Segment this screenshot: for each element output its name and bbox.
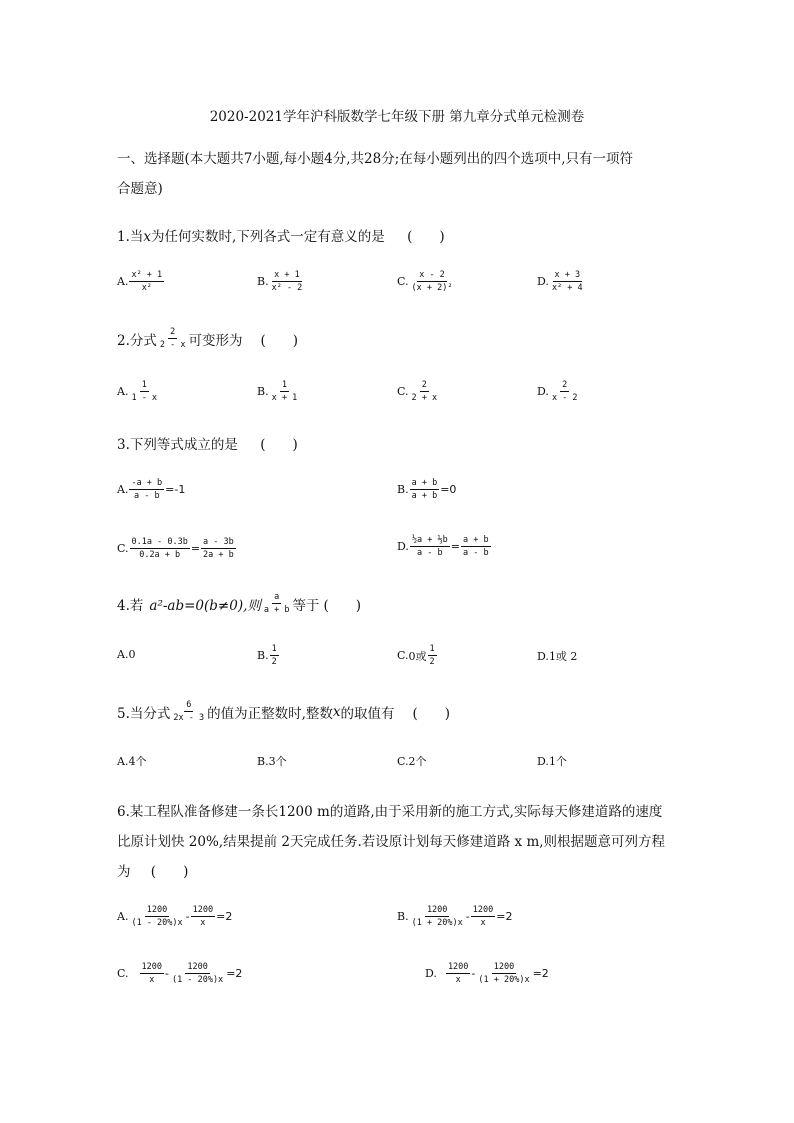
q2-option-d[interactable]: D. $\frac{2}{x - 2}$ — [537, 380, 578, 403]
fraction — [461, 535, 491, 558]
q3-option-d[interactable]: D. $\frac{\text{½a + ⅓b}}{a - b}$ = $\frac{a + b}{a - b}$ — [397, 535, 489, 558]
fraction — [270, 380, 300, 403]
q5-option-c[interactable]: C. 2个 — [397, 754, 427, 768]
q6-option-a[interactable]: A. $\frac{1200}{(1 - 20\%)x}$ - $\frac{1200}{x}$ =2 — [117, 905, 233, 928]
q6-option-c[interactable]: C. $\frac{1200}{x}$ - $\frac{1200}{(1 - 20\%)x}$ =2 — [117, 962, 243, 985]
fraction-numerator: a - 3b — [203, 537, 234, 547]
fraction — [158, 327, 188, 350]
fraction-denominator: (1 - 20%)x — [131, 918, 183, 928]
fraction-numerator: ½a + ⅓b — [411, 535, 448, 545]
fraction-denominator: 2x - 3 — [173, 713, 205, 723]
question-4: 4.若 a²-ab=0(b≠0),则 $\frac{a}{a + b}$ 等于 ( ) — [117, 592, 362, 615]
fraction-numerator: 2 — [170, 327, 176, 337]
question-6-line3: 为 ( ) — [117, 864, 189, 880]
answer-blank: ( ) — [407, 229, 445, 245]
fraction-denominator: (1 - 20%)x — [172, 975, 224, 985]
fraction — [410, 380, 440, 403]
fraction-numerator: a — [274, 592, 280, 602]
fraction-denominator: (x + 2)² — [411, 283, 453, 293]
page-title — [0, 105, 794, 125]
fraction-denominator: x — [200, 918, 206, 928]
q1-option-d[interactable]: D. $\frac{x + 3}{\text{x² + 4}}$ — [537, 270, 583, 293]
fraction-numerator: 1200 — [472, 905, 494, 915]
fraction-denominator: a - b — [462, 548, 489, 558]
question-6-line1: 6.某工程队准备修建一条长1200 m的道路,由于采用新的施工方式,实际每天修建道路的速度 — [117, 804, 663, 820]
fraction-denominator: (1 + 20%)x — [478, 975, 530, 985]
fraction — [171, 700, 206, 723]
fraction-denominator: x — [480, 918, 486, 928]
q1-option-a[interactable]: A. $\frac{\text{x² + 1}}{\text{x²}}$ — [117, 270, 163, 293]
fraction-denominator: x² - 2 — [271, 283, 303, 293]
q4-option-d[interactable]: D. 1或 2 — [537, 649, 578, 663]
fraction-denominator: 2 + x — [411, 393, 438, 403]
fraction-numerator: 1200 — [493, 962, 515, 972]
fraction — [476, 962, 531, 985]
fraction — [410, 905, 465, 928]
fraction-numerator: 0.1a - 0.3b — [131, 537, 188, 547]
fraction-numerator: x + 1 — [274, 270, 300, 280]
fraction-numerator: 6 — [186, 700, 192, 710]
fraction-denominator: 0.2a + b — [139, 550, 181, 560]
fraction — [270, 644, 279, 667]
fraction — [550, 270, 585, 293]
fraction-denominator: x - 2 — [551, 393, 578, 403]
fraction — [471, 905, 495, 928]
condition-expression: a²-ab=0(b≠0),则 — [149, 597, 261, 614]
q4-option-c[interactable]: C. 0或 $\frac{1}{2}$ — [397, 644, 435, 667]
q5-option-d[interactable]: D. 1个 — [537, 754, 567, 768]
fraction-numerator: 1 — [141, 380, 147, 390]
fraction-denominator: 2 - x — [159, 340, 186, 350]
answer-blank: ( ) — [412, 705, 451, 722]
fraction-numerator: 2 — [562, 380, 568, 390]
title-text: 2020-2021学年沪科版数学七年级下册 第九章分式单元检测卷 — [209, 109, 585, 125]
question-5: 5.当分式 $\frac{6}{2x - 3}$ 的值为正整数时,整数 x 的取值有 ( ) — [117, 700, 451, 723]
fraction-denominator: a - b — [417, 548, 443, 558]
fraction-denominator: 2 — [271, 657, 277, 667]
fraction-numerator: a + b — [462, 535, 489, 545]
fraction-numerator: 1200 — [447, 962, 469, 972]
fraction-denominator: a + b — [263, 605, 290, 615]
fraction-denominator: 2a + b — [203, 550, 234, 560]
q2-option-c[interactable]: C. $\frac{2}{2 + x}$ — [397, 380, 438, 403]
fraction-denominator: 2 — [429, 657, 435, 667]
fraction-numerator: 1200 — [141, 962, 163, 972]
fraction-numerator: -a + b — [131, 478, 163, 488]
fraction — [191, 905, 215, 928]
fraction-denominator: a + b — [411, 491, 438, 501]
fraction — [201, 537, 236, 560]
fraction — [410, 478, 440, 501]
fraction-numerator: x + 3 — [554, 270, 581, 280]
question-1: 1.当x为任何实数时,下列各式一定有意义的是 ( ) — [117, 229, 445, 245]
q3-option-a[interactable]: A. $\frac{-a + b}{a - b}$ =-1 — [117, 478, 186, 501]
question-3: 3.下列等式成立的是 ( ) — [117, 437, 298, 453]
fraction-numerator: 1200 — [426, 905, 448, 915]
fraction-denominator: 1 - x — [131, 393, 158, 403]
q4-option-b[interactable]: B. $\frac{1}{2}$ — [257, 644, 277, 667]
q2-option-a[interactable]: A. $\frac{1}{1 - x}$ — [117, 380, 158, 403]
fraction — [410, 535, 450, 558]
fraction-numerator: 1200 — [187, 962, 208, 972]
question-2: 2.分式 $\frac{2}{2 - x}$ 可变形为 ( ) — [117, 327, 299, 350]
fraction — [130, 537, 190, 560]
fraction-denominator: x — [455, 975, 461, 985]
fraction — [262, 592, 292, 615]
q6-option-b[interactable]: B. $\frac{1200}{(1 + 20\%)x}$ - $\frac{1200}{x}$ =2 — [397, 905, 513, 928]
fraction — [129, 478, 164, 501]
q1-option-c[interactable]: C. $\frac{x - 2}{\text{(x + 2)²}}$ — [397, 270, 453, 293]
q3-option-c[interactable]: C. $\frac{0.1a - 0.3b}{0.2a + b}$ = $\frac{a - 3b}{2a + b}$ — [117, 537, 234, 560]
answer-blank: ( ) — [260, 332, 299, 349]
fraction-numerator: a + b — [411, 478, 438, 488]
answer-blank: ( ) — [150, 864, 189, 880]
fraction-denominator: x² + 4 — [551, 283, 583, 293]
question-6-line2: 比原计划快 20%,结果提前 2天完成任务.若设原计划每天修建道路 x m,则根据题意可列方程 — [117, 834, 666, 850]
fraction-denominator: x² — [141, 283, 152, 293]
fraction-numerator: 1 — [271, 644, 277, 654]
fraction-denominator: x + 1 — [271, 393, 298, 403]
fraction-numerator: 1200 — [192, 905, 214, 915]
q6-option-d[interactable]: D. $\frac{1200}{x}$ - $\frac{1200}{(1 + 20\%)x}$ =2 — [425, 962, 549, 985]
fraction — [170, 962, 225, 985]
fraction — [129, 905, 184, 928]
q1-option-b[interactable]: B. $\frac{x + 1}{\text{x² - 2}}$ — [257, 270, 303, 293]
fraction — [550, 380, 580, 403]
fraction — [410, 270, 455, 293]
fraction — [129, 270, 164, 293]
section-heading-line2: 合题意) — [117, 181, 163, 197]
fraction — [428, 644, 437, 667]
fraction-numerator: 1 — [429, 644, 435, 654]
fraction-numerator: 1 — [281, 380, 287, 390]
section-heading-line1: 一、选择题(本大题共7小题,每小题4分,共28分;在每小题列出的四个选项中,只有一项符 — [117, 151, 634, 167]
fraction-numerator: x - 2 — [419, 270, 445, 280]
q5-option-b[interactable]: B. 3个 — [257, 754, 287, 768]
fraction — [140, 962, 164, 985]
fraction-numerator: x² + 1 — [131, 270, 163, 280]
fraction-denominator: a - b — [134, 491, 160, 501]
q2-option-b[interactable]: B. $\frac{1}{x + 1}$ — [257, 380, 298, 403]
fraction — [270, 270, 305, 293]
q5-option-a[interactable]: A. 4个 — [117, 754, 147, 768]
fraction-numerator: 1200 — [146, 905, 168, 915]
q4-option-a[interactable]: A. 0 — [117, 648, 136, 661]
fraction-numerator: 2 — [421, 380, 427, 390]
answer-blank: ( ) — [260, 437, 298, 453]
fraction-denominator: (1 + 20%)x — [411, 918, 463, 928]
fraction — [129, 380, 159, 403]
fraction — [446, 962, 470, 985]
fraction-denominator: x — [149, 975, 155, 985]
q3-option-b[interactable]: B. $\frac{a + b}{a + b}$ =0 — [397, 478, 457, 501]
answer-blank: ( ) — [323, 597, 362, 614]
